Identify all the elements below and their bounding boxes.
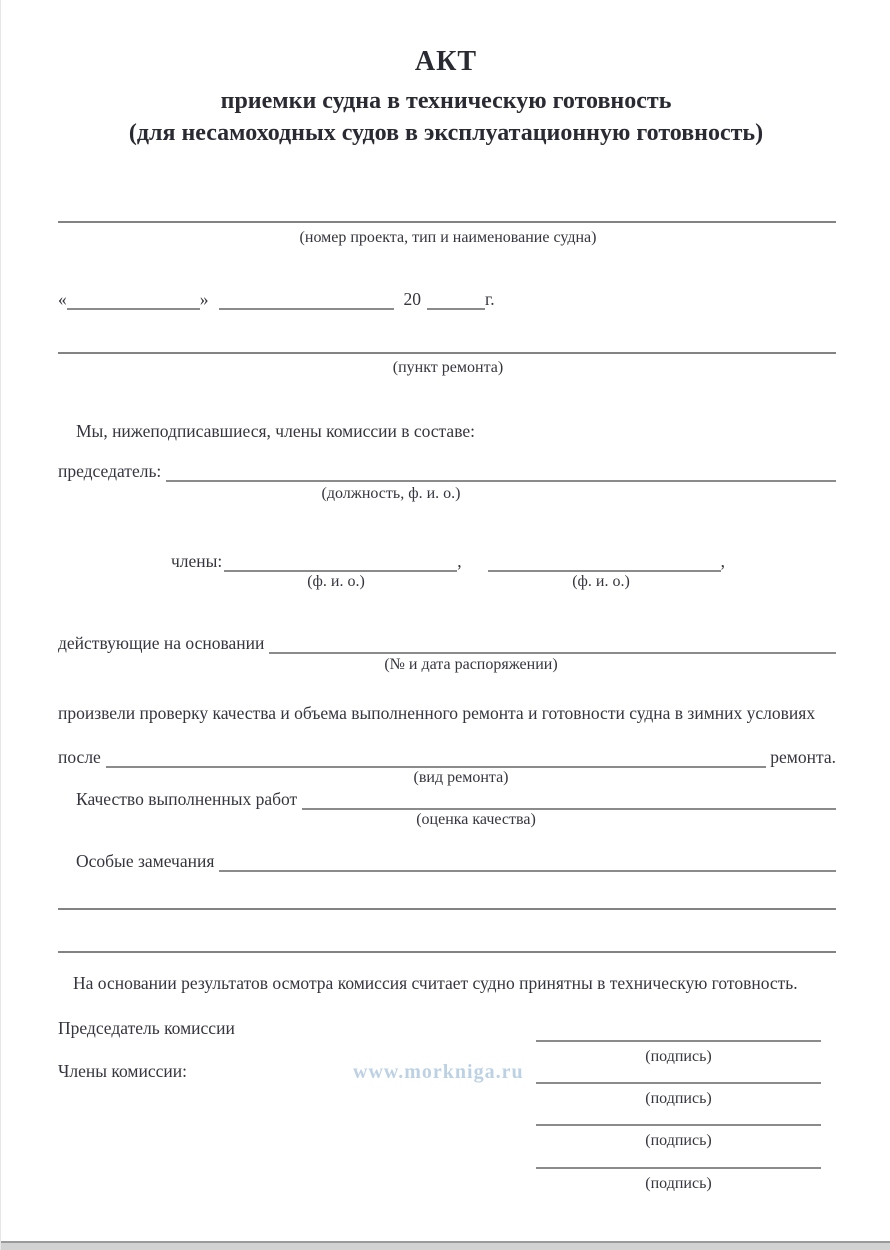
members-commission-label: Члены комиссии: <box>58 1061 187 1081</box>
quality-blank <box>302 788 836 810</box>
signature-line-4 <box>536 1167 821 1169</box>
quality-label: Качество выполненных работ <box>76 789 298 809</box>
vessel-name-blank-line <box>58 221 836 223</box>
remarks-label: Особые замечания <box>76 851 215 871</box>
remarks-row <box>76 850 836 872</box>
quality-row <box>76 788 836 810</box>
date-century: 20 <box>403 289 421 309</box>
date-month-blank <box>219 288 394 310</box>
date-year-suffix: г. <box>485 289 495 309</box>
basis-row <box>58 632 836 654</box>
basis-label: действующие на основании <box>58 633 265 653</box>
member-blank-2 <box>488 550 721 572</box>
signature-line-3 <box>536 1124 821 1126</box>
chairman-blank <box>166 460 836 482</box>
watermark: www.morkniga.ru <box>353 1061 524 1083</box>
title-line-3: (для несамоходных судов в эксплуатационную готовность) <box>128 120 764 146</box>
signature-caption-2: (подпись) <box>645 1090 712 1107</box>
after-repair-row <box>58 746 836 768</box>
title-line-1: АКТ <box>414 46 478 77</box>
member-blank-1 <box>224 550 457 572</box>
remarks-blank-line-1 <box>58 908 836 910</box>
comma: , <box>720 551 726 571</box>
after-suffix: ремонта. <box>770 747 836 767</box>
signature-caption-4: (подпись) <box>645 1175 712 1192</box>
members-label: члены: <box>171 551 223 571</box>
basis-caption: (№ и дата распоряжении) <box>384 656 558 673</box>
chairman-label: председатель: <box>58 461 162 481</box>
date-day-blank <box>67 288 200 310</box>
title-line-2: приемки судна в техническую готовность <box>220 88 672 114</box>
repair-type-caption: (вид ремонта) <box>413 769 509 786</box>
repair-point-blank-line <box>58 352 836 354</box>
signature-line-1 <box>536 1040 821 1042</box>
after-label: после <box>58 747 101 767</box>
date-line <box>58 288 495 310</box>
check-paragraph: произвели проверку качества и объема выполненного ремонта и готовности судна в зимних условиях <box>58 703 816 723</box>
intro-text: Мы, нижеподписавшиеся, члены комиссии в составе: <box>76 421 475 441</box>
comma: , <box>457 551 462 571</box>
repair-type-blank <box>106 746 766 768</box>
vessel-name-caption: (номер проекта, тип и наименование судна) <box>299 229 597 246</box>
repair-point-caption: (пункт ремонта) <box>392 359 504 376</box>
basis-blank <box>269 632 836 654</box>
member-caption-1: (ф. и. о.) <box>307 573 365 590</box>
signature-caption-3: (подпись) <box>645 1132 712 1149</box>
member-caption-2: (ф. и. о.) <box>572 573 630 590</box>
conclusion-text: На основании результатов осмотра комиссия считает судно принятны в техническую готовность. <box>73 973 798 993</box>
quality-caption: (оценка качества) <box>416 811 536 828</box>
signature-caption-1: (подпись) <box>645 1048 712 1065</box>
page-bottom-edge <box>1 1241 890 1250</box>
remarks-blank-line-2 <box>58 951 836 953</box>
date-year-blank <box>427 288 485 310</box>
date-open-quote: « <box>58 289 67 309</box>
chairman-caption: (должность, ф. и. о.) <box>321 485 461 502</box>
remarks-blank <box>219 850 836 872</box>
date-close-quote: » <box>199 289 209 309</box>
members-row <box>171 550 725 572</box>
signature-line-2 <box>536 1082 821 1084</box>
chairman-row <box>58 460 836 482</box>
chairman-commission-label: Председатель комиссии <box>58 1018 235 1038</box>
